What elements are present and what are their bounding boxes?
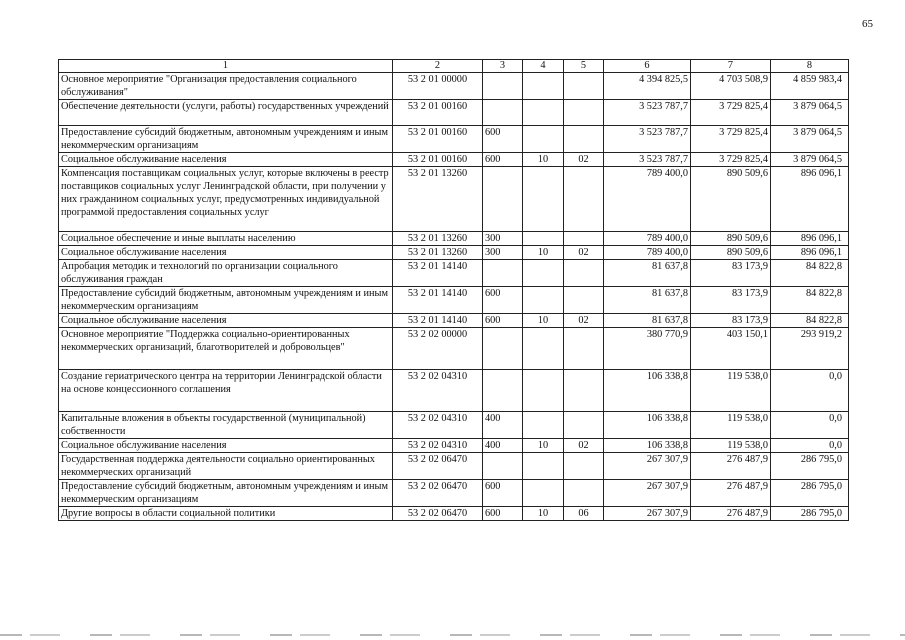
row-name: Основное мероприятие "Организация предоставления социального обслуживания" <box>59 73 393 100</box>
row-value-col-8: 84 822,8 <box>771 314 849 328</box>
row-name: Капитальные вложения в объекты государственной (муниципальной) собственности <box>59 412 393 439</box>
row-expense-type <box>483 370 523 412</box>
table-row <box>59 328 849 370</box>
row-section: 10 <box>523 153 564 167</box>
row-subsection: 02 <box>564 246 604 260</box>
row-value-col-7: 403 150,1 <box>691 328 771 370</box>
table-row <box>59 439 849 453</box>
row-value-col-8: 286 795,0 <box>771 453 849 480</box>
row-expense-type: 300 <box>483 232 523 246</box>
row-value-col-6: 106 338,8 <box>604 412 691 439</box>
row-value-col-6: 3 523 787,7 <box>604 153 691 167</box>
row-subsection <box>564 480 604 507</box>
row-expense-type: 600 <box>483 507 523 521</box>
row-value-col-7: 3 729 825,4 <box>691 100 771 126</box>
row-code: 53 2 01 14140 <box>393 287 483 314</box>
row-code: 53 2 01 00000 <box>393 73 483 100</box>
row-name: Апробация методик и технологий по организации социального обслуживания граждан <box>59 260 393 287</box>
row-expense-type: 600 <box>483 287 523 314</box>
row-value-col-6: 267 307,9 <box>604 453 691 480</box>
row-subsection: 02 <box>564 153 604 167</box>
row-code: 53 2 01 14140 <box>393 260 483 287</box>
table-row <box>59 370 849 412</box>
row-value-col-7: 890 509,6 <box>691 167 771 232</box>
row-value-col-7: 4 703 508,9 <box>691 73 771 100</box>
row-expense-type: 400 <box>483 439 523 453</box>
row-subsection: 02 <box>564 314 604 328</box>
row-value-col-7: 83 173,9 <box>691 287 771 314</box>
row-section <box>523 232 564 246</box>
row-expense-type <box>483 328 523 370</box>
header-col-3: 3 <box>483 60 523 73</box>
table-row <box>59 480 849 507</box>
row-subsection <box>564 453 604 480</box>
row-value-col-8: 896 096,1 <box>771 246 849 260</box>
row-name: Социальное обслуживание населения <box>59 314 393 328</box>
header-col-2: 2 <box>393 60 483 73</box>
table-row <box>59 260 849 287</box>
row-code: 53 2 02 06470 <box>393 453 483 480</box>
row-section: 10 <box>523 507 564 521</box>
row-expense-type <box>483 167 523 232</box>
row-name: Предоставление субсидий бюджетным, автономным учреждениям и иным некоммерческим организациям <box>59 287 393 314</box>
row-section <box>523 287 564 314</box>
row-code: 53 2 02 04310 <box>393 370 483 412</box>
row-code: 53 2 02 04310 <box>393 412 483 439</box>
table-row <box>59 100 849 126</box>
row-subsection: 06 <box>564 507 604 521</box>
row-value-col-7: 3 729 825,4 <box>691 153 771 167</box>
row-value-col-7: 83 173,9 <box>691 260 771 287</box>
table-row <box>59 507 849 521</box>
row-value-col-7: 276 487,9 <box>691 507 771 521</box>
budget-table <box>58 59 849 521</box>
header-col-1: 1 <box>59 60 393 73</box>
row-name: Обеспечение деятельности (услуги, работы) государственных учреждений <box>59 100 393 126</box>
row-section: 10 <box>523 439 564 453</box>
row-expense-type: 600 <box>483 153 523 167</box>
row-name: Социальное обеспечение и иные выплаты населению <box>59 232 393 246</box>
row-section <box>523 328 564 370</box>
row-value-col-6: 380 770,9 <box>604 328 691 370</box>
table-row <box>59 73 849 100</box>
row-section <box>523 167 564 232</box>
table-row <box>59 167 849 232</box>
row-expense-type: 600 <box>483 314 523 328</box>
row-section <box>523 370 564 412</box>
row-value-col-8: 896 096,1 <box>771 232 849 246</box>
row-section <box>523 73 564 100</box>
row-subsection <box>564 260 604 287</box>
row-value-col-7: 276 487,9 <box>691 480 771 507</box>
row-expense-type <box>483 453 523 480</box>
header-col-5: 5 <box>564 60 604 73</box>
page-number: 65 <box>862 18 873 30</box>
row-value-col-8: 4 859 983,4 <box>771 73 849 100</box>
table-row <box>59 287 849 314</box>
row-section: 10 <box>523 314 564 328</box>
row-value-col-7: 119 538,0 <box>691 412 771 439</box>
row-value-col-8: 3 879 064,5 <box>771 126 849 153</box>
table-row <box>59 412 849 439</box>
header-col-8: 8 <box>771 60 849 73</box>
row-value-col-8: 3 879 064,5 <box>771 100 849 126</box>
row-value-col-6: 3 523 787,7 <box>604 126 691 153</box>
row-value-col-8: 84 822,8 <box>771 287 849 314</box>
row-section <box>523 480 564 507</box>
row-name: Создание гериатрического центра на территории Ленинградской области на основе концессионного соглашения <box>59 370 393 412</box>
row-value-col-7: 119 538,0 <box>691 370 771 412</box>
row-code: 53 2 01 00160 <box>393 126 483 153</box>
row-subsection <box>564 370 604 412</box>
row-value-col-7: 119 538,0 <box>691 439 771 453</box>
row-value-col-7: 3 729 825,4 <box>691 126 771 153</box>
row-value-col-6: 106 338,8 <box>604 439 691 453</box>
row-subsection: 02 <box>564 439 604 453</box>
row-subsection <box>564 232 604 246</box>
row-subsection <box>564 287 604 314</box>
row-value-col-8: 0,0 <box>771 370 849 412</box>
row-name: Основное мероприятие "Поддержка социально-ориентированных некоммерческих организаций, благотворителей и добровольцев" <box>59 328 393 370</box>
row-section <box>523 260 564 287</box>
header-col-4: 4 <box>523 60 564 73</box>
scan-artifact-line <box>0 634 905 636</box>
row-name: Социальное обслуживание населения <box>59 246 393 260</box>
row-code: 53 2 02 06470 <box>393 507 483 521</box>
table-row <box>59 453 849 480</box>
row-subsection <box>564 328 604 370</box>
row-value-col-8: 286 795,0 <box>771 480 849 507</box>
row-name: Социальное обслуживание населения <box>59 439 393 453</box>
row-value-col-6: 267 307,9 <box>604 507 691 521</box>
row-value-col-6: 106 338,8 <box>604 370 691 412</box>
row-value-col-7: 890 509,6 <box>691 246 771 260</box>
row-code: 53 2 02 04310 <box>393 439 483 453</box>
header-col-7: 7 <box>691 60 771 73</box>
table-row <box>59 153 849 167</box>
row-code: 53 2 01 13260 <box>393 167 483 232</box>
row-section <box>523 126 564 153</box>
row-code: 53 2 01 13260 <box>393 246 483 260</box>
row-expense-type: 600 <box>483 480 523 507</box>
row-value-col-8: 286 795,0 <box>771 507 849 521</box>
table-row <box>59 126 849 153</box>
row-code: 53 2 01 00160 <box>393 100 483 126</box>
table-body <box>59 73 849 521</box>
header-row <box>59 60 849 73</box>
row-subsection <box>564 73 604 100</box>
row-value-col-8: 3 879 064,5 <box>771 153 849 167</box>
row-value-col-7: 890 509,6 <box>691 232 771 246</box>
row-subsection <box>564 167 604 232</box>
row-value-col-8: 896 096,1 <box>771 167 849 232</box>
row-expense-type: 600 <box>483 126 523 153</box>
row-code: 53 2 02 00000 <box>393 328 483 370</box>
row-code: 53 2 02 06470 <box>393 480 483 507</box>
row-value-col-7: 276 487,9 <box>691 453 771 480</box>
row-expense-type <box>483 260 523 287</box>
row-subsection <box>564 412 604 439</box>
row-value-col-7: 83 173,9 <box>691 314 771 328</box>
row-value-col-6: 789 400,0 <box>604 232 691 246</box>
row-name: Социальное обслуживание населения <box>59 153 393 167</box>
row-value-col-8: 84 822,8 <box>771 260 849 287</box>
row-value-col-6: 789 400,0 <box>604 246 691 260</box>
row-value-col-6: 4 394 825,5 <box>604 73 691 100</box>
row-name: Предоставление субсидий бюджетным, автономным учреждениям и иным некоммерческим организациям <box>59 126 393 153</box>
row-section <box>523 412 564 439</box>
row-value-col-6: 81 637,8 <box>604 287 691 314</box>
row-value-col-8: 0,0 <box>771 439 849 453</box>
row-value-col-8: 293 919,2 <box>771 328 849 370</box>
row-name: Компенсация поставщикам социальных услуг, которые включены в реестр поставщиков социальных услуг Ленинградской области, при получении у них гражданином социальных услуг, предусмотренных индивидуальной программой предоставления социальных услуг <box>59 167 393 232</box>
row-value-col-8: 0,0 <box>771 412 849 439</box>
header-col-6: 6 <box>604 60 691 73</box>
table-row <box>59 246 849 260</box>
row-section <box>523 100 564 126</box>
row-name: Государственная поддержка деятельности социально ориентированных некоммерческих организаций <box>59 453 393 480</box>
row-expense-type: 400 <box>483 412 523 439</box>
row-value-col-6: 3 523 787,7 <box>604 100 691 126</box>
row-value-col-6: 267 307,9 <box>604 480 691 507</box>
row-value-col-6: 81 637,8 <box>604 260 691 287</box>
row-section <box>523 453 564 480</box>
row-code: 53 2 01 14140 <box>393 314 483 328</box>
row-expense-type <box>483 100 523 126</box>
row-section: 10 <box>523 246 564 260</box>
table-row <box>59 232 849 246</box>
row-expense-type: 300 <box>483 246 523 260</box>
row-subsection <box>564 126 604 153</box>
row-name: Предоставление субсидий бюджетным, автономным учреждениям и иным некоммерческим организациям <box>59 480 393 507</box>
row-value-col-6: 789 400,0 <box>604 167 691 232</box>
table-row <box>59 314 849 328</box>
row-code: 53 2 01 13260 <box>393 232 483 246</box>
row-name: Другие вопросы в области социальной политики <box>59 507 393 521</box>
row-value-col-6: 81 637,8 <box>604 314 691 328</box>
row-expense-type <box>483 73 523 100</box>
row-code: 53 2 01 00160 <box>393 153 483 167</box>
row-subsection <box>564 100 604 126</box>
